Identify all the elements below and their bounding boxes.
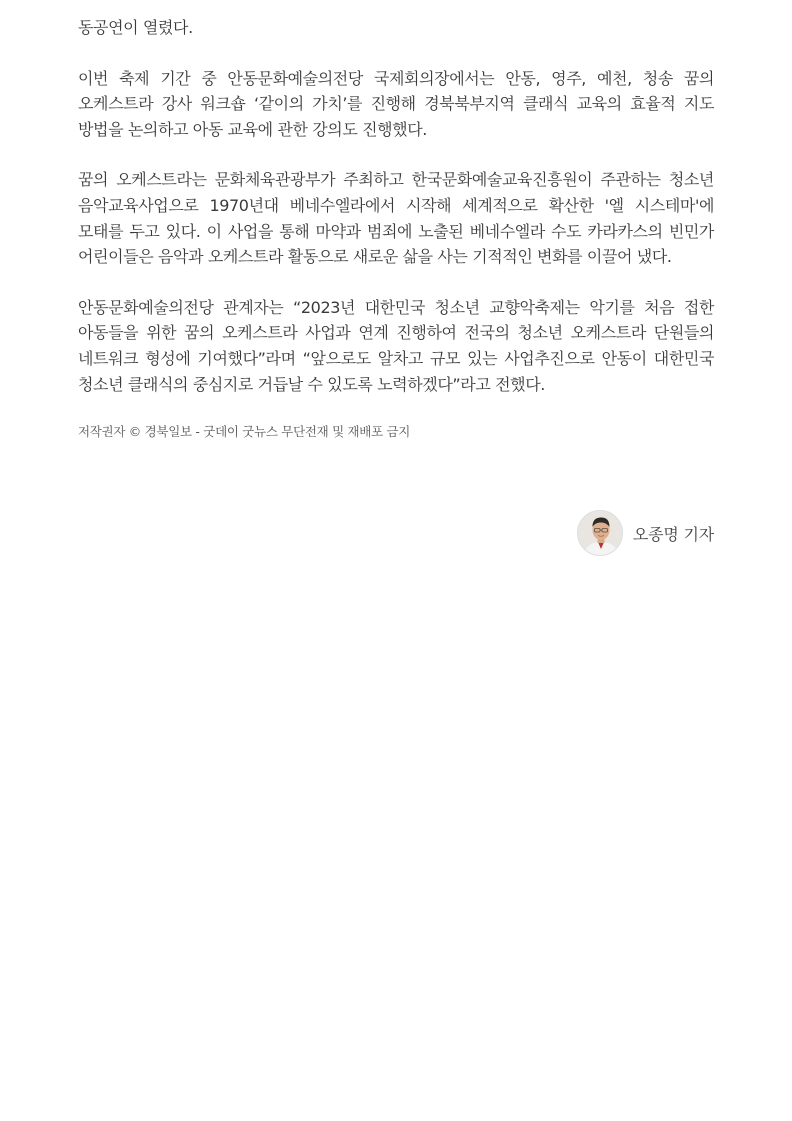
article-body: [78, 15, 714, 440]
article-paragraph: 안동문화예술의전당 관계자는 “2023년 대한민국 청소년 교향악축제는 악기를 처음 접한 아동들을 위한 꿈의 오케스트라 사업과 연계 진행하여 전국의 청소년 오케스트라 단원들의 네트워크 형성에 기여했다”라며 “앞으로도 알차고 규모 있는 사업추진으로 안동이 대한민국 청소년 클래식의 중심지로 거듭날 수 있도록 노력하겠다”라고 전했다.: [78, 297, 714, 394]
article-paragraph: 꿈의 오케스트라는 문화체육관광부가 주최하고 한국문화예술교육진흥원이 주관하는 청소년 음악교육사업으로 1970년대 베네수엘라에서 시작해 세계적으로 확산한 '엘 시스테마'에 모태를 두고 있다. 이 사업을 통해 마약과 범죄에 노출된 베네수엘라 수도 카라카스의 빈민가 어린이들은 음악과 오케스트라 활동으로 새로운 삶을 사는 기적적인 변화를 이끌어 냈다.: [78, 170, 714, 267]
article-paragraph: 이번 축제 기간 중 안동문화예술의전당 국제회의장에서는 안동, 영주, 예천, 청송 꿈의 오케스트라 강사 워크숍 ‘같이의 가치’를 진행해 경북북부지역 클래식 교육의 효율적 지도 방법을 논의하고 아동 교육에 관한 강의도 진행했다.: [78, 68, 714, 139]
reporter-name[interactable]: 오종명 기자: [632, 524, 714, 544]
reporter-byline[interactable]: [577, 510, 714, 556]
reporter-avatar[interactable]: [577, 510, 623, 556]
copyright-notice: 저작권자 © 경북일보 - 굿데이 굿뉴스 무단전재 및 재배포 금지: [78, 424, 411, 440]
reporter-photo-icon: [578, 511, 623, 556]
article-paragraph: 동공연이 열렸다.: [78, 18, 193, 37]
